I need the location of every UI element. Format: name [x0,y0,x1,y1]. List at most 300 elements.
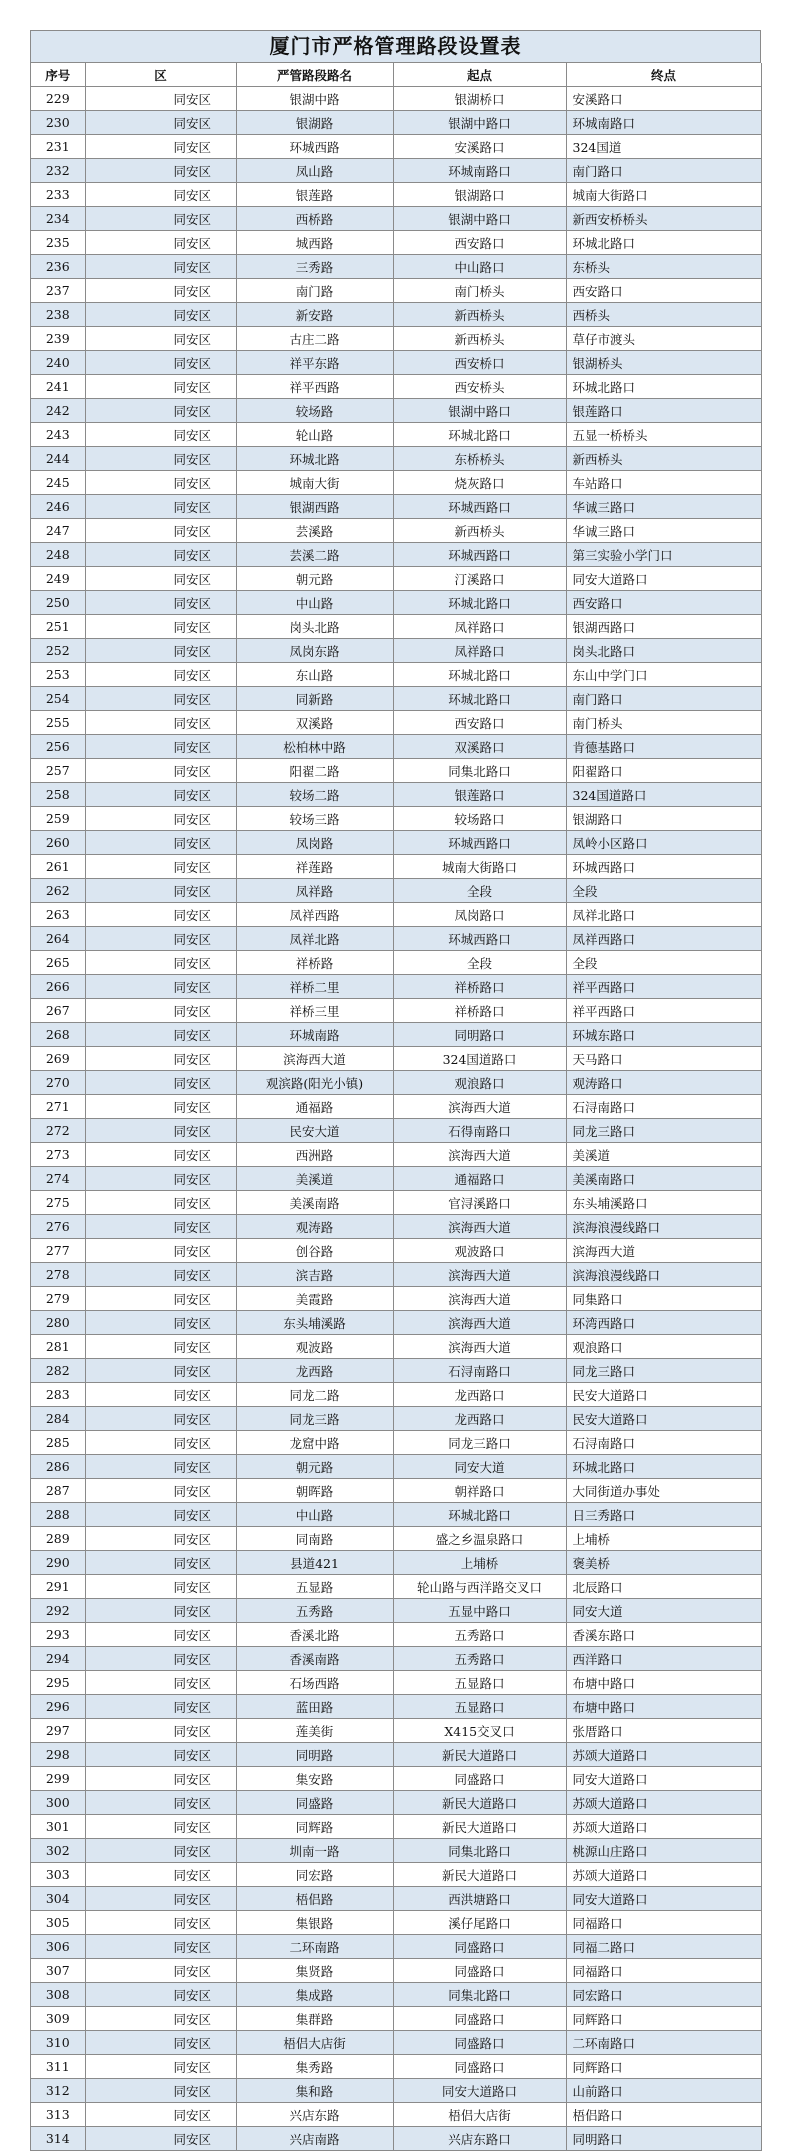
row-start: 环城南路口 [393,159,566,183]
row-start: 同盛路口 [393,1935,566,1959]
row-district: 同安区 [85,975,236,999]
row-end: 华诚三路口 [566,519,761,543]
row-end: 同福二路口 [566,1935,761,1959]
row-district: 同安区 [85,303,236,327]
table-row [31,759,761,783]
row-district: 同安区 [85,2079,236,2103]
table-row [31,1455,761,1479]
row-id: 302 [31,1839,85,1863]
row-id: 249 [31,567,85,591]
row-start: 通福路口 [393,1167,566,1191]
row-road-name: 祥桥路 [236,951,393,975]
row-end: 苏颂大道路口 [566,1863,761,1887]
row-road-name: 兴店东路 [236,2103,393,2127]
row-end: 祥平西路口 [566,999,761,1023]
row-end: 安溪路口 [566,87,761,111]
row-district: 同安区 [85,1383,236,1407]
row-road-name: 银湖中路 [236,87,393,111]
row-road-name: 同宏路 [236,1863,393,1887]
table-row [31,1023,761,1047]
row-district: 同安区 [85,1503,236,1527]
table-row [31,1263,761,1287]
header-end: 终点 [566,63,761,87]
table-row [31,423,761,447]
row-district: 同安区 [85,1575,236,1599]
row-end: 东山中学门口 [566,663,761,687]
row-end: 同福路口 [566,1959,761,1983]
row-end: 肯德基路口 [566,735,761,759]
row-district: 同安区 [85,567,236,591]
table-row [31,1095,761,1119]
table-row [31,1335,761,1359]
row-end: 山前路口 [566,2079,761,2103]
row-district: 同安区 [85,1191,236,1215]
row-end: 银湖西路口 [566,615,761,639]
row-district: 同安区 [85,1719,236,1743]
row-end: 全段 [566,879,761,903]
row-id: 238 [31,303,85,327]
row-district: 同安区 [85,1263,236,1287]
row-end: 同安大道路口 [566,1767,761,1791]
row-road-name: 同龙三路 [236,1407,393,1431]
row-start: 中山路口 [393,255,566,279]
row-start: 安溪路口 [393,135,566,159]
row-start: 新民大道路口 [393,1743,566,1767]
row-start: 新民大道路口 [393,1863,566,1887]
row-start: 西洪塘路口 [393,1887,566,1911]
row-district: 同安区 [85,399,236,423]
row-road-name: 银莲路 [236,183,393,207]
row-district: 同安区 [85,999,236,1023]
row-start: 五显路口 [393,1671,566,1695]
row-end: 苏颂大道路口 [566,1815,761,1839]
row-road-name: 朝晖路 [236,1479,393,1503]
table-row [31,495,761,519]
row-district: 同安区 [85,1887,236,1911]
row-district: 同安区 [85,591,236,615]
row-end: 上埔桥 [566,1527,761,1551]
table-row [31,1143,761,1167]
row-id: 262 [31,879,85,903]
table-row [31,303,761,327]
row-start: 滨海西大道 [393,1143,566,1167]
table-row [31,1071,761,1095]
row-end: 北辰路口 [566,1575,761,1599]
row-start: 石得南路口 [393,1119,566,1143]
row-start: 新西桥头 [393,519,566,543]
row-road-name: 同盛路 [236,1791,393,1815]
table-row [31,927,761,951]
row-road-name: 创谷路 [236,1239,393,1263]
table-row [31,807,761,831]
row-id: 301 [31,1815,85,1839]
row-road-name: 银湖路 [236,111,393,135]
row-start: 上埔桥 [393,1551,566,1575]
table-row [31,1383,761,1407]
table-row [31,663,761,687]
row-id: 232 [31,159,85,183]
row-road-name: 香溪北路 [236,1623,393,1647]
row-district: 同安区 [85,543,236,567]
row-id: 285 [31,1431,85,1455]
row-road-name: 观涛路 [236,1215,393,1239]
row-end: 西安路口 [566,591,761,615]
row-road-name: 轮山路 [236,423,393,447]
row-id: 286 [31,1455,85,1479]
row-start: 石浔南路口 [393,1359,566,1383]
row-id: 272 [31,1119,85,1143]
row-id: 278 [31,1263,85,1287]
row-id: 256 [31,735,85,759]
table-row [31,1047,761,1071]
row-id: 310 [31,2031,85,2055]
row-end: 张厝路口 [566,1719,761,1743]
row-end: 环城北路口 [566,1455,761,1479]
row-start: X415交叉口 [393,1719,566,1743]
table-row [31,1407,761,1431]
row-end: 全段 [566,951,761,975]
table-row [31,1431,761,1455]
table-row [31,1215,761,1239]
row-end: 天马路口 [566,1047,761,1071]
row-start: 轮山路与西洋路交叉口 [393,1575,566,1599]
table-row [31,1983,761,2007]
table-row [31,207,761,231]
row-id: 304 [31,1887,85,1911]
row-road-name: 环城西路 [236,135,393,159]
row-start: 同明路口 [393,1023,566,1047]
row-end: 褒美桥 [566,1551,761,1575]
row-end: 凤岭小区路口 [566,831,761,855]
row-district: 同安区 [85,951,236,975]
row-district: 同安区 [85,1143,236,1167]
row-district: 同安区 [85,1695,236,1719]
row-road-name: 祥莲路 [236,855,393,879]
row-road-name: 同明路 [236,1743,393,1767]
table-row [31,231,761,255]
row-id: 284 [31,1407,85,1431]
row-id: 235 [31,231,85,255]
row-district: 同安区 [85,279,236,303]
table-row [31,1287,761,1311]
row-id: 271 [31,1095,85,1119]
row-id: 242 [31,399,85,423]
row-id: 269 [31,1047,85,1071]
row-start: 滨海西大道 [393,1287,566,1311]
row-road-name: 梧侣路 [236,1887,393,1911]
row-start: 官浔溪路口 [393,1191,566,1215]
row-end: 第三实验小学门口 [566,543,761,567]
row-end: 同龙三路口 [566,1119,761,1143]
row-id: 303 [31,1863,85,1887]
row-district: 同安区 [85,759,236,783]
row-id: 243 [31,423,85,447]
row-start: 西安桥头 [393,375,566,399]
table-row [31,351,761,375]
row-start: 同盛路口 [393,2031,566,2055]
row-district: 同安区 [85,2031,236,2055]
row-district: 同安区 [85,1359,236,1383]
row-road-name: 城西路 [236,231,393,255]
row-start: 观浪路口 [393,1071,566,1095]
road-table [31,63,762,2151]
row-start: 同盛路口 [393,2055,566,2079]
row-district: 同安区 [85,1743,236,1767]
row-id: 306 [31,1935,85,1959]
row-road-name: 美霞路 [236,1287,393,1311]
row-id: 237 [31,279,85,303]
row-start: 环城北路口 [393,591,566,615]
row-end: 车站路口 [566,471,761,495]
row-road-name: 莲美街 [236,1719,393,1743]
row-end: 同明路口 [566,2127,761,2151]
row-end: 同集路口 [566,1287,761,1311]
row-district: 同安区 [85,855,236,879]
table-row [31,639,761,663]
row-id: 266 [31,975,85,999]
table-row [31,615,761,639]
row-end: 环城南路口 [566,111,761,135]
row-road-name: 东山路 [236,663,393,687]
row-start: 同盛路口 [393,1959,566,1983]
table-row [31,1191,761,1215]
row-road-name: 芸溪路 [236,519,393,543]
row-start: 盛之乡温泉路口 [393,1527,566,1551]
row-district: 同安区 [85,1839,236,1863]
row-road-name: 阳翟二路 [236,759,393,783]
row-id: 295 [31,1671,85,1695]
row-start: 新西桥头 [393,303,566,327]
row-district: 同安区 [85,1551,236,1575]
row-end: 五显一桥桥头 [566,423,761,447]
row-start: 银湖中路口 [393,207,566,231]
row-start: 环城北路口 [393,663,566,687]
row-start: 较场路口 [393,807,566,831]
row-road-name: 双溪路 [236,711,393,735]
table-row [31,1311,761,1335]
row-district: 同安区 [85,1791,236,1815]
row-end: 滨海西大道 [566,1239,761,1263]
row-id: 246 [31,495,85,519]
row-id: 288 [31,1503,85,1527]
row-end: 阳翟路口 [566,759,761,783]
row-start: 东桥桥头 [393,447,566,471]
row-district: 同安区 [85,1647,236,1671]
row-start: 环城西路口 [393,831,566,855]
row-road-name: 银湖西路 [236,495,393,519]
row-start: 环城西路口 [393,495,566,519]
row-id: 231 [31,135,85,159]
row-road-name: 凤岗东路 [236,639,393,663]
row-district: 同安区 [85,1935,236,1959]
row-district: 同安区 [85,1599,236,1623]
table-row [31,1575,761,1599]
table-row [31,447,761,471]
row-road-name: 城南大街 [236,471,393,495]
row-end: 观涛路口 [566,1071,761,1095]
row-start: 五显中路口 [393,1599,566,1623]
row-start: 西安桥口 [393,351,566,375]
row-id: 273 [31,1143,85,1167]
row-end: 同安大道路口 [566,1887,761,1911]
row-road-name: 朝元路 [236,1455,393,1479]
row-id: 252 [31,639,85,663]
row-district: 同安区 [85,495,236,519]
row-id: 292 [31,1599,85,1623]
row-id: 283 [31,1383,85,1407]
row-end: 东头埔溪路口 [566,1191,761,1215]
row-id: 264 [31,927,85,951]
row-road-name: 新安路 [236,303,393,327]
row-district: 同安区 [85,447,236,471]
table-row [31,327,761,351]
row-end: 西洋路口 [566,1647,761,1671]
row-id: 240 [31,351,85,375]
row-road-name: 五显路 [236,1575,393,1599]
row-id: 314 [31,2127,85,2151]
row-road-name: 西桥路 [236,207,393,231]
table-row [31,1167,761,1191]
row-end: 同安大道 [566,1599,761,1623]
table-row [31,1239,761,1263]
row-road-name: 凤岗路 [236,831,393,855]
table-row [31,519,761,543]
table-row [31,591,761,615]
row-road-name: 集和路 [236,2079,393,2103]
row-road-name: 祥平东路 [236,351,393,375]
row-start: 凤祥路口 [393,639,566,663]
row-id: 287 [31,1479,85,1503]
row-district: 同安区 [85,1959,236,1983]
row-district: 同安区 [85,1335,236,1359]
row-end: 西桥头 [566,303,761,327]
table-row [31,999,761,1023]
row-start: 五秀路口 [393,1647,566,1671]
table-row [31,951,761,975]
row-end: 大同街道办事处 [566,1479,761,1503]
row-id: 299 [31,1767,85,1791]
table-row [31,471,761,495]
table-row [31,687,761,711]
row-end: 香溪东路口 [566,1623,761,1647]
table-row [31,1959,761,1983]
row-end: 民安大道路口 [566,1383,761,1407]
row-road-name: 东头埔溪路 [236,1311,393,1335]
header-district: 区 [85,63,236,87]
row-district: 同安区 [85,639,236,663]
row-id: 297 [31,1719,85,1743]
row-road-name: 圳南一路 [236,1839,393,1863]
row-id: 253 [31,663,85,687]
table-row [31,87,761,111]
row-road-name: 蓝田路 [236,1695,393,1719]
row-end: 同龙三路口 [566,1359,761,1383]
table-row [31,975,761,999]
row-end: 苏颂大道路口 [566,1791,761,1815]
row-id: 265 [31,951,85,975]
row-road-name: 兴店南路 [236,2127,393,2151]
row-end: 同福路口 [566,1911,761,1935]
row-road-name: 祥桥三里 [236,999,393,1023]
table-row [31,903,761,927]
table-row [31,375,761,399]
row-road-name: 较场路 [236,399,393,423]
row-road-name: 民安大道 [236,1119,393,1143]
row-district: 同安区 [85,471,236,495]
row-start: 银湖桥口 [393,87,566,111]
table-row [31,1599,761,1623]
row-end: 石浔南路口 [566,1431,761,1455]
row-end: 布塘中路口 [566,1695,761,1719]
row-start: 五显路口 [393,1695,566,1719]
row-start: 环城西路口 [393,543,566,567]
row-end: 美溪道 [566,1143,761,1167]
row-start: 银湖路口 [393,183,566,207]
row-district: 同安区 [85,1527,236,1551]
row-district: 同安区 [85,663,236,687]
row-road-name: 环城南路 [236,1023,393,1047]
row-road-name: 凤祥路 [236,879,393,903]
row-end: 环城东路口 [566,1023,761,1047]
row-road-name: 集群路 [236,2007,393,2031]
table-row [31,543,761,567]
row-start: 滨海西大道 [393,1335,566,1359]
row-id: 308 [31,1983,85,2007]
row-start: 城南大街路口 [393,855,566,879]
row-road-name: 美溪南路 [236,1191,393,1215]
row-district: 同安区 [85,327,236,351]
row-road-name: 祥平西路 [236,375,393,399]
row-start: 环城北路口 [393,1503,566,1527]
row-id: 247 [31,519,85,543]
row-district: 同安区 [85,735,236,759]
row-end: 凤祥北路口 [566,903,761,927]
row-start: 银湖中路口 [393,399,566,423]
row-end: 石浔南路口 [566,1095,761,1119]
row-id: 244 [31,447,85,471]
row-district: 同安区 [85,1815,236,1839]
row-district: 同安区 [85,375,236,399]
row-start: 全段 [393,879,566,903]
table-body [31,87,761,2151]
header-row [31,63,761,87]
row-district: 同安区 [85,1911,236,1935]
row-id: 239 [31,327,85,351]
row-road-name: 集银路 [236,1911,393,1935]
row-district: 同安区 [85,2007,236,2031]
row-start: 新西桥头 [393,327,566,351]
row-start: 滨海西大道 [393,1095,566,1119]
row-end: 南门桥头 [566,711,761,735]
row-district: 同安区 [85,783,236,807]
row-road-name: 通福路 [236,1095,393,1119]
row-district: 同安区 [85,1623,236,1647]
row-start: 滨海西大道 [393,1215,566,1239]
row-id: 279 [31,1287,85,1311]
row-district: 同安区 [85,1095,236,1119]
row-road-name: 集秀路 [236,2055,393,2079]
row-id: 259 [31,807,85,831]
row-end: 苏颂大道路口 [566,1743,761,1767]
row-start: 新民大道路口 [393,1791,566,1815]
row-start: 烧灰路口 [393,471,566,495]
row-road-name: 集贤路 [236,1959,393,1983]
row-district: 同安区 [85,687,236,711]
row-end: 南门路口 [566,159,761,183]
row-start: 同安大道 [393,1455,566,1479]
row-road-name: 中山路 [236,591,393,615]
row-road-name: 香溪南路 [236,1647,393,1671]
